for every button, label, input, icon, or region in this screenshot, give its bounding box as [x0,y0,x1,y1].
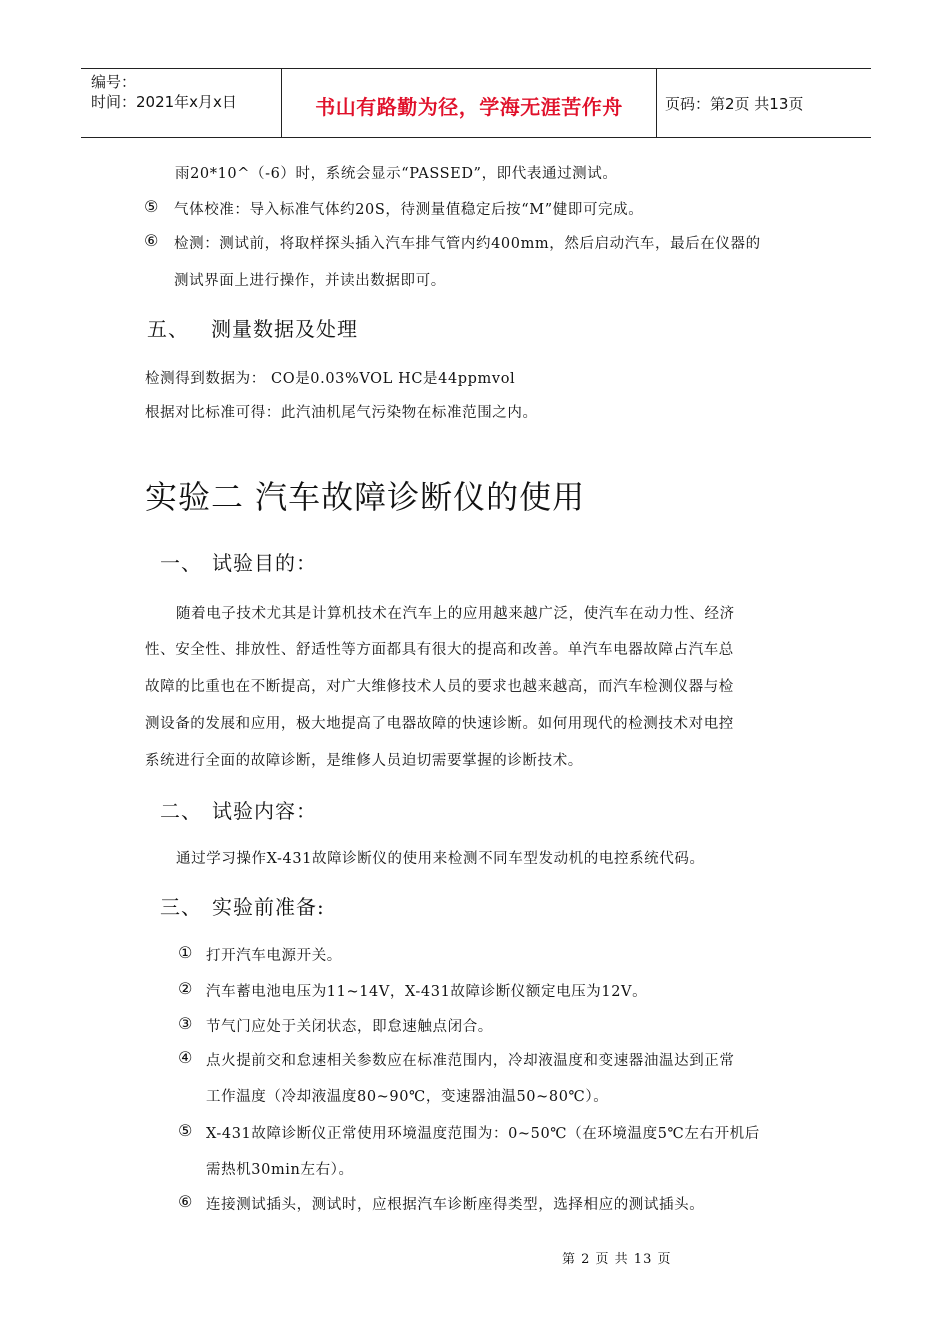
item-number: ① [178,943,193,962]
step-number: ⑥ [144,231,159,250]
item-text: 汽车蓄电池电压为11~14V，X-431故障诊断仪额定电压为12V。 [206,984,648,1000]
code-label: 编号： [91,73,137,91]
page-footer: 第 2 页 共 13 页 [562,1252,672,1267]
item-text: 工作温度（冷却液温度80~90℃，变速器油温50~80℃）。 [206,1089,609,1105]
step6-text-b: 测试界面上进行操作，并读出数据即可。 [174,273,446,289]
section3-title: 实验前准备: [212,895,325,919]
item-text: 打开汽车电源开关。 [206,948,342,964]
step6-text-a: 检测：测试前，将取样探头插入汽车排气管内约400mm，然后启动汽车，最后在仪器的 [174,236,761,252]
header-meta [91,72,237,112]
paragraph-line: 测设备的发展和应用，极大地提高了电器故障的快速诊断。如何用现代的检测技术对电控 [145,716,734,732]
header-page-info: 页码：第2页 共13页 [665,95,804,113]
item-text: 节气门应处于关闭状态，即怠速触点闭合。 [206,1019,493,1035]
section5-conclusion: 根据对比标准可得：此汽油机尾气污染物在标准范围之内。 [145,405,538,421]
section2-number: 二、 [160,799,202,823]
item-number: ② [178,979,193,998]
header-divider [656,69,657,137]
item-number: ⑥ [178,1192,193,1211]
item-number: ⑤ [178,1121,193,1140]
section1-title: 试验目的： [212,551,317,575]
section5-title: 测量数据及处理 [211,317,358,341]
date-label: 时间：2021年x月x日 [91,93,237,111]
section1-number: 一、 [160,551,202,575]
item-text: 连接测试插头，测试时，应根据汽车诊断座得类型，选择相应的测试插头。 [206,1197,705,1213]
experiment-title: 实验二 汽车故障诊断仪的使用 [145,478,586,516]
section5-data-line: 检测得到数据为： CO是0.03%VOL HC是44ppmvol [145,371,516,387]
paragraph-line: 系统进行全面的故障诊断，是维修人员迫切需要掌握的诊断技术。 [145,753,583,769]
item-text: X-431故障诊断仪正常使用环境温度范围为：0~50℃（在环境温度5℃左右开机后 [206,1126,760,1142]
section2-content: 通过学习操作X-431故障诊断仪的使用来检测不同车型发动机的电控系统代码。 [176,851,705,867]
section3-number: 三、 [160,895,202,919]
item-text: 点火提前交和怠速相关参数应在标准范围内，冷却液温度和变速器油温达到正常 [206,1053,735,1069]
page-header [81,68,871,138]
step5-text: 气体校准：导入标准气体约20S，待测量值稳定后按“M”健即可完成。 [174,202,644,218]
header-motto: 书山有路勤为径，学海无涯苦作舟 [315,95,623,119]
section5-number: 五、 [147,317,189,341]
item-number: ④ [178,1048,193,1067]
paragraph-line: 故障的比重也在不断提高，对广大维修技术人员的要求也越来越高，而汽车检测仪器与检 [145,679,734,695]
step-number: ⑤ [144,197,159,216]
prev-line-cont: 雨20*10^（-6）时，系统会显示“PASSED”，即代表通过测试。 [175,166,618,182]
section2-title: 试验内容： [212,799,317,823]
item-text: 需热机30min左右）。 [206,1162,354,1178]
paragraph-line: 随着电子技术尤其是计算机技术在汽车上的应用越来越广泛，使汽车在动力性、经济 [176,606,735,622]
paragraph-line: 性、安全性、排放性、舒适性等方面都具有很大的提高和改善。单汽车电器故障占汽车总 [145,642,734,658]
item-number: ③ [178,1014,193,1033]
